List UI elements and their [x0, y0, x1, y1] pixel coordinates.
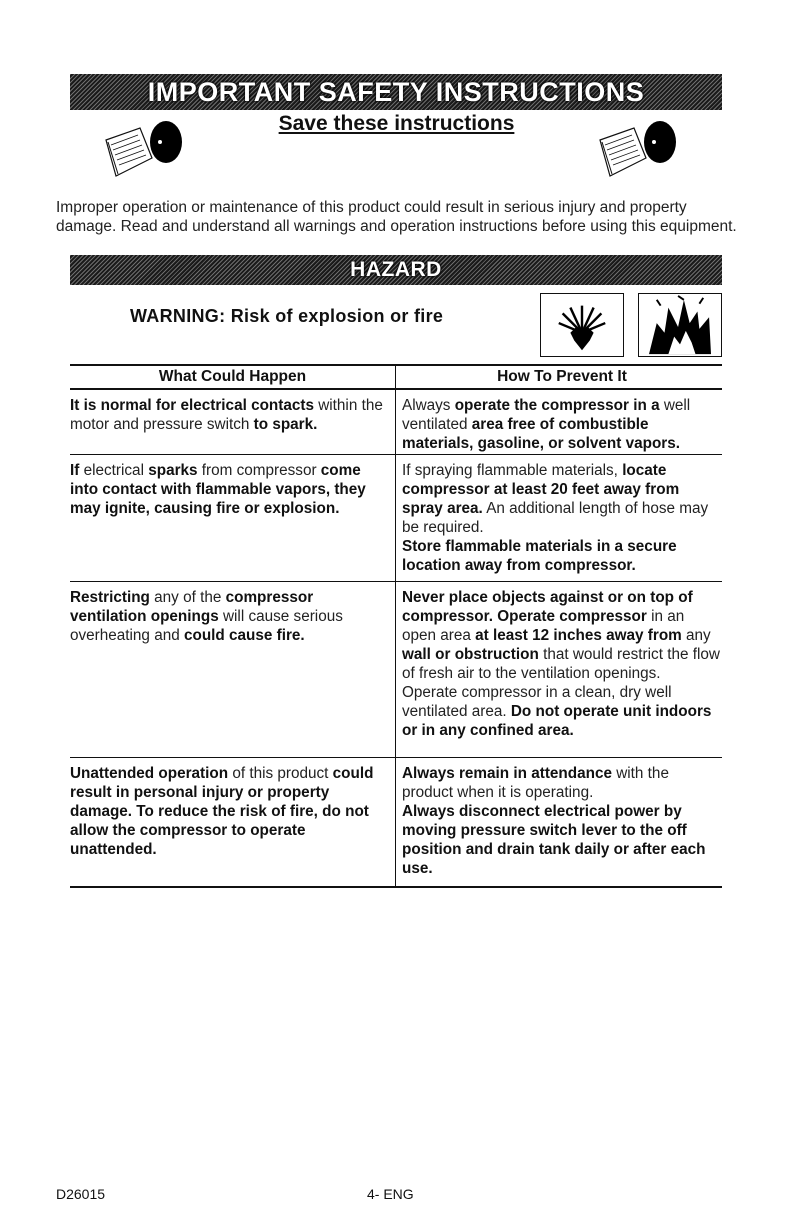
how-to-prevent-cell [395, 582, 722, 757]
bold-text: Always remain in attendance [402, 765, 612, 782]
how-to-prevent-cell [395, 455, 722, 581]
cell-paragraph [70, 461, 389, 518]
text: from compressor [197, 462, 321, 479]
what-could-happen-cell [70, 582, 395, 757]
cell-paragraph [70, 764, 389, 859]
bold-text: compressor ventilation openings [70, 589, 314, 625]
bold-text: Unattended operation [70, 765, 229, 782]
text: with the product when it is operating. [402, 765, 669, 801]
column-header-what-could-happen: What Could Happen [158, 368, 307, 385]
manual-book-icon [594, 118, 682, 182]
bold-text: locate compressor at least 20 feet away from spray area. [402, 462, 680, 517]
what-could-happen-cell [70, 390, 395, 454]
bold-text: to spark. [253, 416, 318, 433]
hazard-banner [70, 255, 722, 285]
bold-text: could cause fire. [183, 627, 305, 644]
how-to-prevent-cell [395, 390, 722, 454]
bold-text: operate the compressor in a [454, 397, 660, 414]
cell-paragraph [402, 537, 722, 575]
cell-paragraph [402, 683, 722, 740]
text: within the motor and pressure switch [70, 397, 383, 433]
hazard-table [70, 364, 722, 888]
column-header-how-to-prevent-it: How To Prevent It [395, 366, 722, 388]
bold-text: Store flammable materials in a secure location away from compressor. [402, 538, 677, 574]
bold-text: Restricting [70, 589, 150, 606]
what-could-happen-cell [70, 455, 395, 581]
bold-text: Always disconnect electrical power by moving pressure switch lever to the off position and drain tank daily or after each use. [402, 803, 706, 877]
explosion-icon [540, 293, 624, 357]
bold-text: could result in personal injury or property damage. To reduce the risk of fire, do not allow the compressor to operate unattended. [70, 765, 374, 858]
save-instructions-heading: Save these instructions [278, 112, 515, 135]
page-title: IMPORTANT SAFETY INSTRUCTIONS [147, 77, 645, 107]
bold-text: at least 12 inches away from [475, 627, 682, 644]
hazard-title: HAZARD [350, 258, 442, 281]
text: If spraying flammable materials, [402, 462, 623, 479]
text: that would restrict the flow of fresh air to the ventilation openings. [402, 646, 720, 682]
cell-paragraph [402, 461, 722, 537]
table-row [70, 390, 722, 455]
bold-text: come into contact with flammable vapors, they may ignite, causing fire or explosion. [70, 462, 366, 517]
bold-text: Never place objects against or on top of compressor. Operate compressor [402, 589, 693, 625]
text: any of the [149, 589, 226, 606]
cell-paragraph [402, 588, 722, 683]
text: will cause serious overheating and [70, 608, 343, 644]
fire-icon [638, 293, 722, 357]
text: in an open area [402, 608, 685, 644]
text: well ventilated [402, 397, 691, 433]
intro-paragraph: Improper operation or maintenance of this product could result in serious injury and property damage. Read and understand all warnings and operation instructions before using this equipment. [56, 198, 737, 235]
text: any [681, 627, 711, 644]
bold-text: wall or obstruction [402, 646, 539, 663]
table-row [70, 582, 722, 758]
text: An additional length of hose may be required. [402, 500, 709, 536]
text: electrical [79, 462, 149, 479]
cell-paragraph [402, 802, 722, 878]
what-could-happen-cell [70, 758, 395, 886]
bold-text: area free of combustible materials, gasoline, or solvent vapors. [402, 416, 680, 452]
table-row [70, 455, 722, 582]
text: of this product [228, 765, 333, 782]
table-header [70, 364, 722, 390]
model-number: D26015 [56, 1186, 106, 1202]
cell-paragraph [70, 396, 389, 434]
cell-paragraph [402, 764, 722, 802]
warning-text: WARNING: Risk of explosion or fire [130, 306, 444, 326]
cell-paragraph [402, 396, 722, 453]
title-banner [70, 74, 722, 110]
how-to-prevent-cell [395, 758, 722, 886]
text: Operate compressor in a clean, dry well ventilated area. [402, 684, 672, 720]
bold-text: Do not operate unit indoors or in any confined area. [402, 703, 712, 739]
text: Always [402, 397, 455, 414]
cell-paragraph [70, 588, 389, 645]
table-row [70, 758, 722, 888]
bold-text: sparks [148, 462, 198, 479]
page-number: 4- ENG [367, 1186, 414, 1202]
bold-text: It is normal for electrical contacts [70, 397, 314, 414]
bold-text: If [70, 462, 80, 479]
